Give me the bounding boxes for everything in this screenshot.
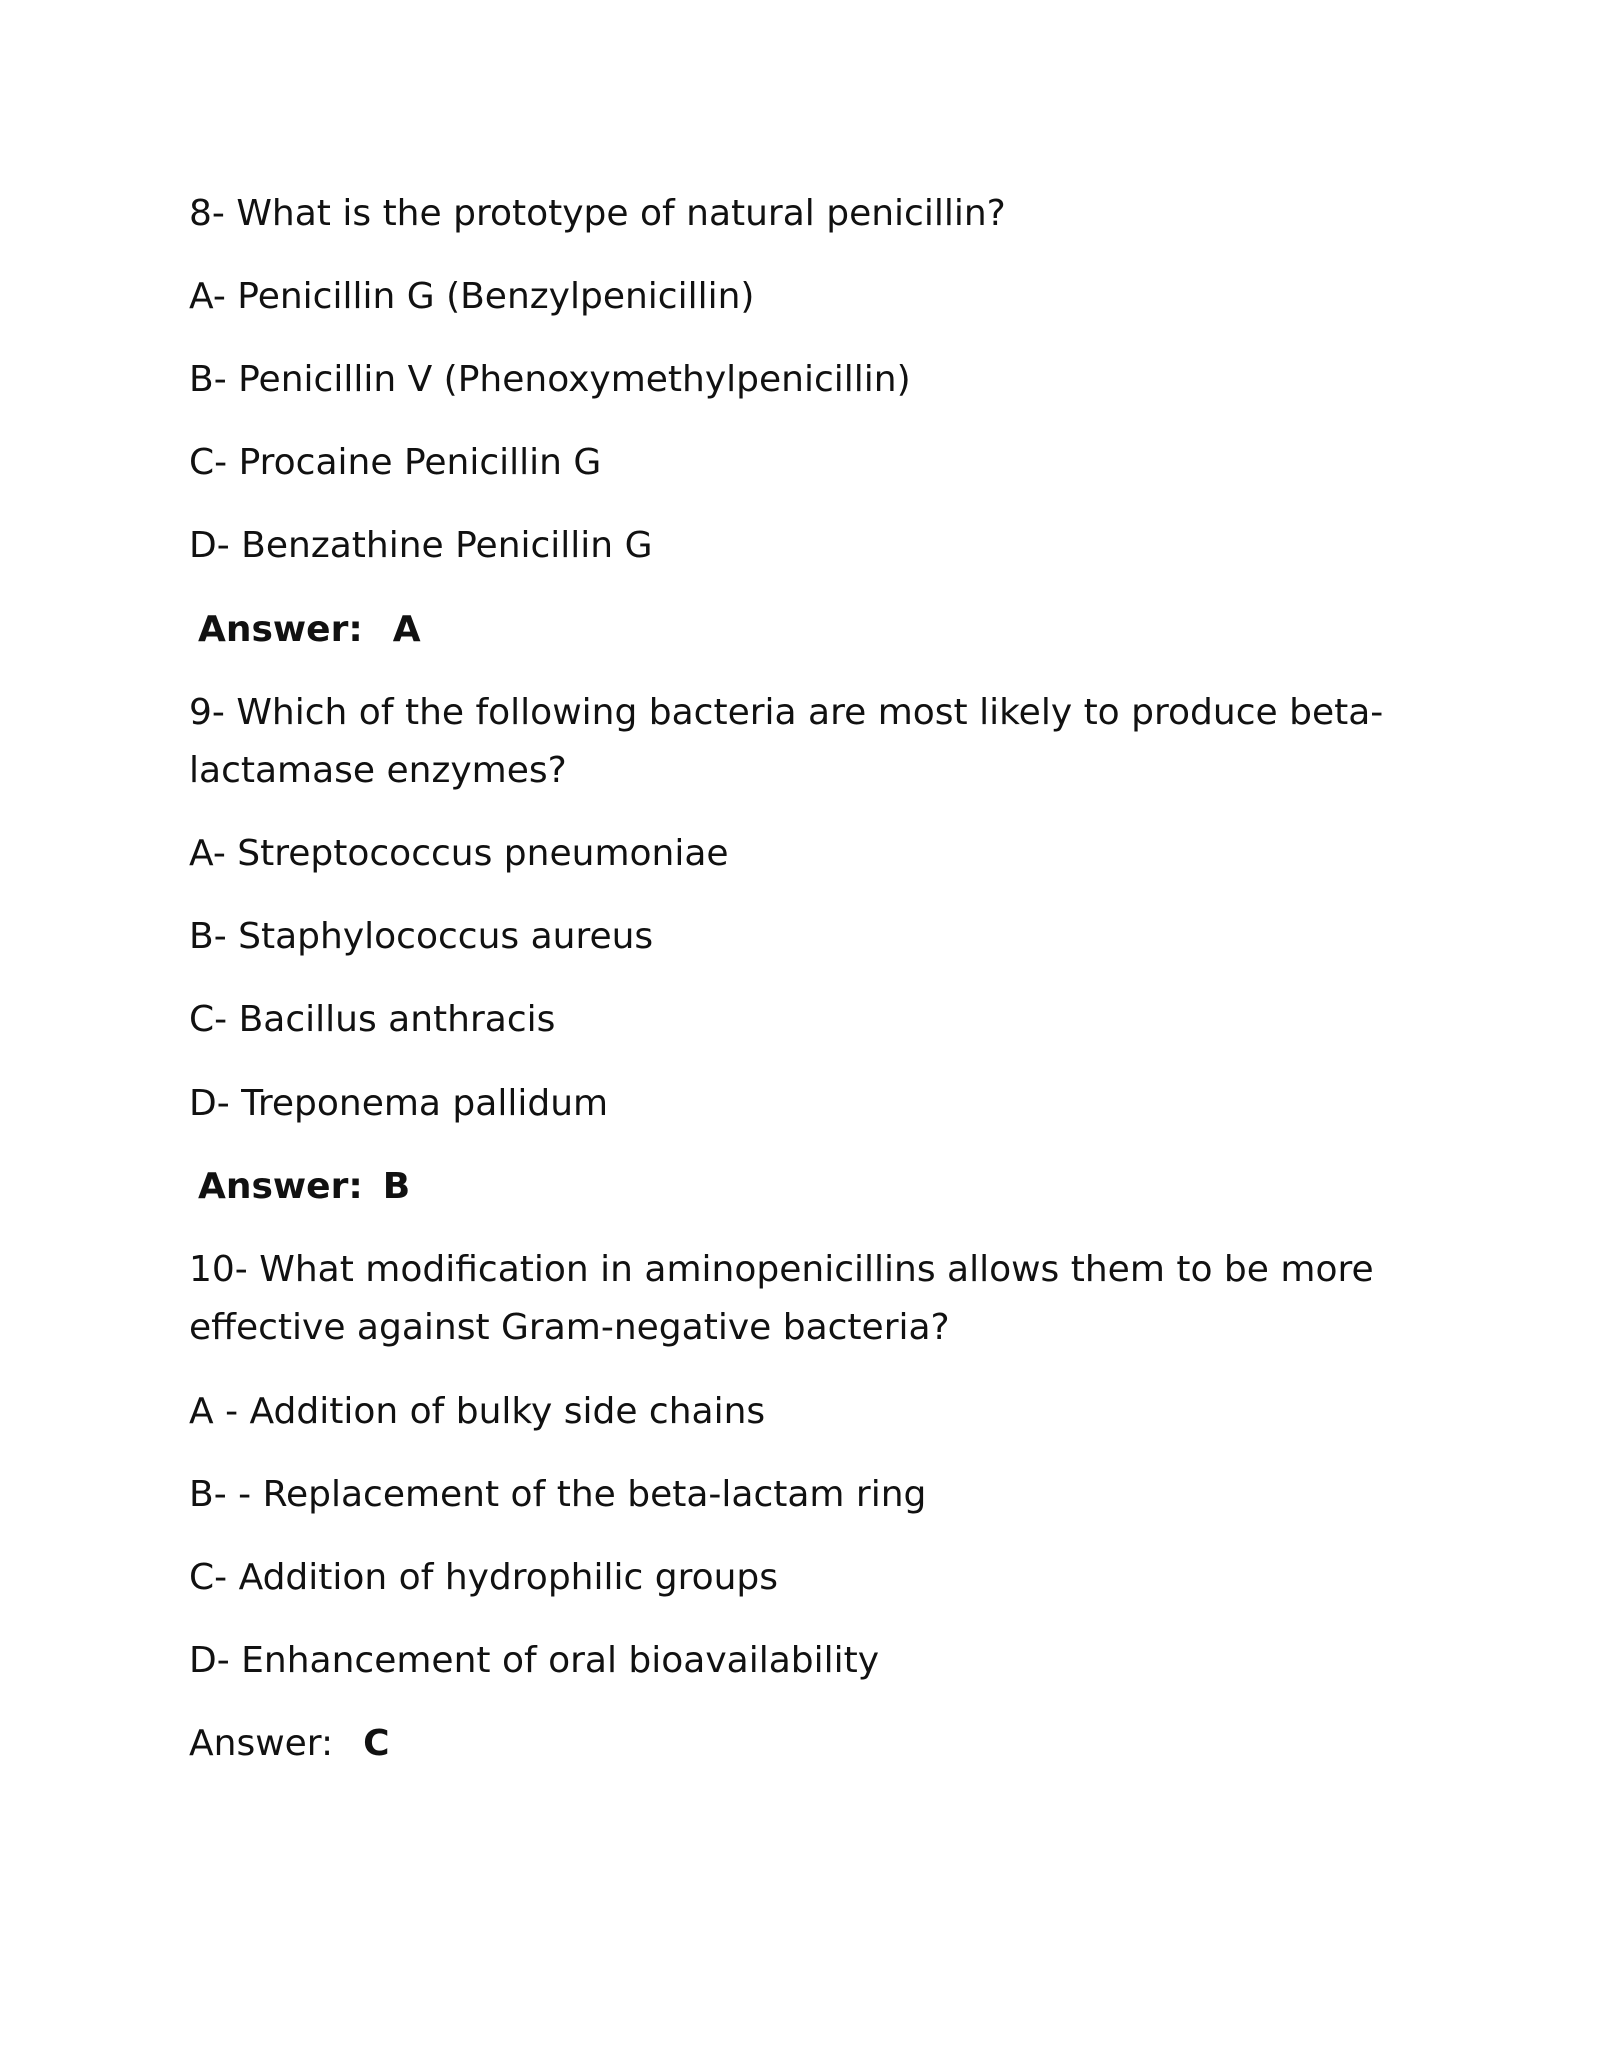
question-8-option-b: B- Penicillin V (Phenoxymethylpenicillin) bbox=[189, 359, 911, 400]
question-10-option-b: B- - Replacement of the beta-lactam ring bbox=[189, 1474, 927, 1515]
question-10-option-d: D- Enhancement of oral bioavailability bbox=[189, 1640, 880, 1681]
question-9-text-line-1: 9- Which of the following bacteria are most likely to produce beta- bbox=[189, 692, 1384, 733]
answer-value: B bbox=[382, 1166, 411, 1207]
question-9-answer bbox=[198, 1158, 410, 1216]
question-10-option-a: A - Addition of bulky side chains bbox=[189, 1391, 766, 1432]
question-9-option-c: C- Bacillus anthracis bbox=[189, 999, 556, 1040]
question-8-option-d: D- Benzathine Penicillin G bbox=[189, 525, 653, 566]
answer-label: Answer: bbox=[189, 1723, 334, 1764]
question-9-option-b: B- Staphylococcus aureus bbox=[189, 916, 654, 957]
answer-label: Answer: bbox=[198, 1166, 363, 1207]
question-10-text-line-1: 10- What modification in aminopenicillins allows them to be more bbox=[189, 1249, 1374, 1290]
answer-label: Answer: bbox=[198, 609, 363, 650]
question-8-text: 8- What is the prototype of natural penicillin? bbox=[189, 193, 1006, 234]
question-10-option-c: C- Addition of hydrophilic groups bbox=[189, 1557, 779, 1598]
question-8-answer bbox=[198, 601, 421, 659]
question-9-option-a: A- Streptococcus pneumoniae bbox=[189, 833, 729, 874]
question-8-option-a: A- Penicillin G (Benzylpenicillin) bbox=[189, 276, 755, 317]
answer-value: C bbox=[363, 1723, 390, 1764]
question-9-text-line-2: lactamase enzymes? bbox=[189, 750, 567, 791]
answer-value: A bbox=[392, 609, 421, 650]
question-8-option-c: C- Procaine Penicillin G bbox=[189, 442, 602, 483]
question-10-text-line-2: effective against Gram-negative bacteria? bbox=[189, 1307, 950, 1348]
question-9-option-d: D- Treponema pallidum bbox=[189, 1083, 609, 1124]
question-10-answer bbox=[189, 1715, 390, 1773]
